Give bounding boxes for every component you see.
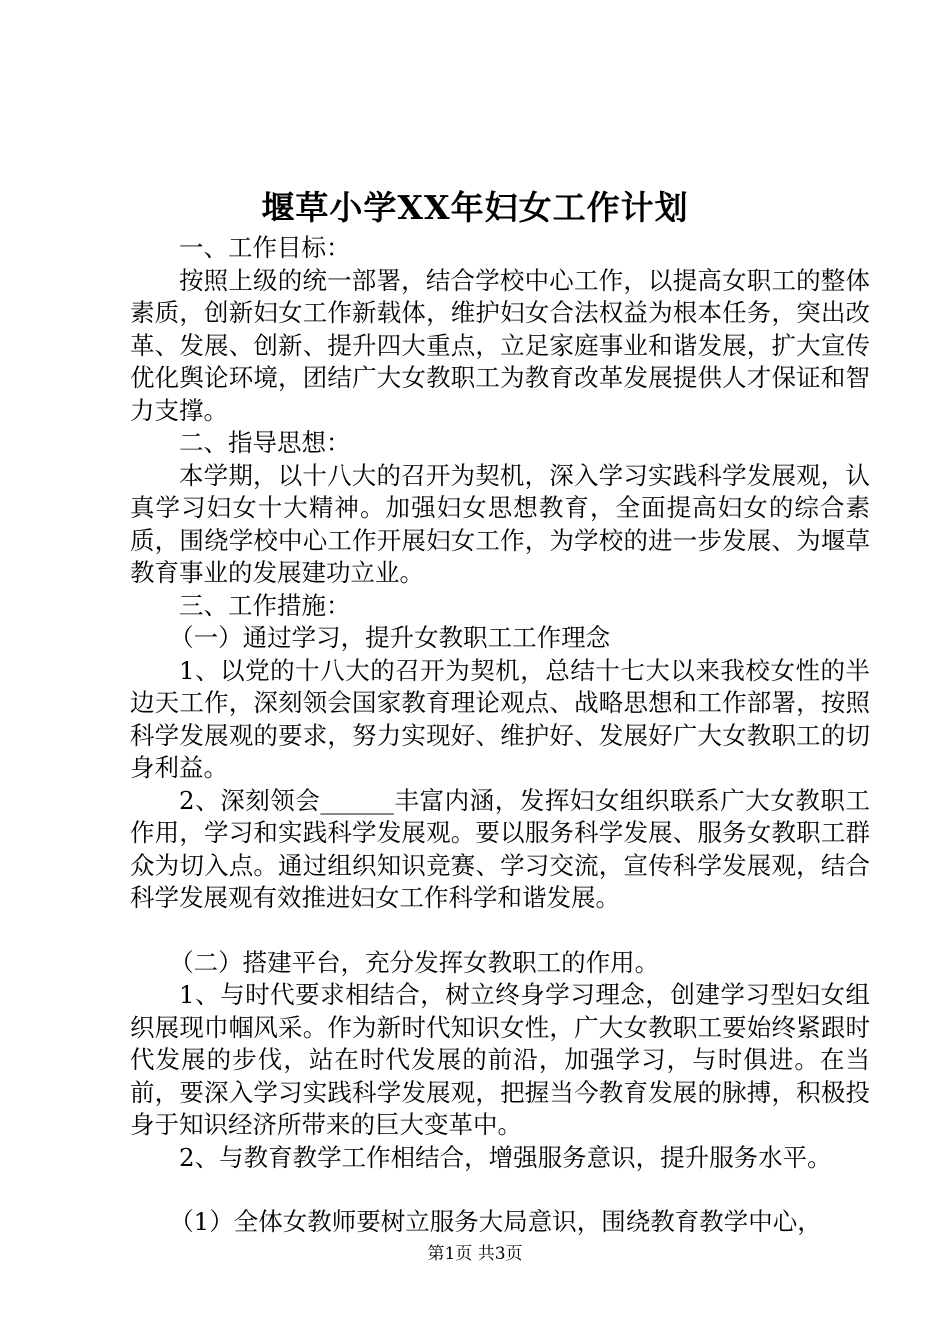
heading-measures: 三、工作措施： <box>179 590 351 620</box>
paragraph-platform-2-1: （1）全体女教师要树立服务大局意识，围绕教育教学中心， <box>169 1207 822 1236</box>
paragraph-study-2: 2、深刻领会______丰富内涵，发挥妇女组织联系广大女教职工作用，学习和实践科学发展观。要以服务科学发展、服务女教职工群众为切入点。通过组织知识竞赛、学习交流，宣传科学发展观，结合科学发展观有效推进妇女工作科学和谐发展。 <box>130 785 870 912</box>
paragraph-goals: 按照上级的统一部署，结合学校中心工作，以提高女职工的整体素质，创新妇女工作新载体，维护妇女合法权益为根本任务，突出改革、发展、创新、提升四大重点，立足家庭事业和谐发展，扩大宣传优化舆论环境，团结广大女教职工为教育改革发展提供人才保证和智力支撑。 <box>130 265 870 425</box>
paragraph-platform-1: 1、与时代要求相结合，树立终身学习理念，创建学习型妇女组织展现巾帼风采。作为新时代知识女性，广大女教职工要始终紧跟时代发展的步伐，站在时代发展的前沿，加强学习，与时俱进。在当前，要深入学习实践科学发展观，把握当今教育发展的脉搏，积极投身于知识经济所带来的巨大变革中。 <box>130 980 870 1139</box>
page-footer: 第1页 共3页 <box>427 1244 523 1264</box>
heading-guiding-thought: 二、指导思想： <box>179 428 351 457</box>
paragraph-study-1: 1、以党的十八大的召开为契机，总结十七大以来我校女性的半边天工作，深刻领会国家教育理论观点、战略思想和工作部署，按照科学发展观的要求，努力实现好、维护好、发展好广大女教职工的切身利益。 <box>130 655 870 782</box>
paragraph-platform-2: 2、与教育教学工作相结合，增强服务意识，提升服务水平。 <box>179 1142 832 1172</box>
document-title: 堰草小学XX年妇女工作计划 <box>261 188 689 227</box>
document-body <box>130 232 870 1239</box>
subheading-platform: （二）搭建平台，充分发挥女教职工的作用。 <box>169 947 660 977</box>
paragraph-guiding-thought: 本学期，以十八大的召开为契机，深入学习实践科学发展观，认真学习妇女十大精神。加强妇女思想教育，全面提高妇女的综合素质，围绕学校中心工作开展妇女工作，为学校的进一步发展、为堰草教育事业的发展建功立业。 <box>130 460 870 587</box>
heading-goals: 一、工作目标： <box>179 233 351 262</box>
subheading-study: （一）通过学习，提升女教职工工作理念 <box>169 623 611 652</box>
